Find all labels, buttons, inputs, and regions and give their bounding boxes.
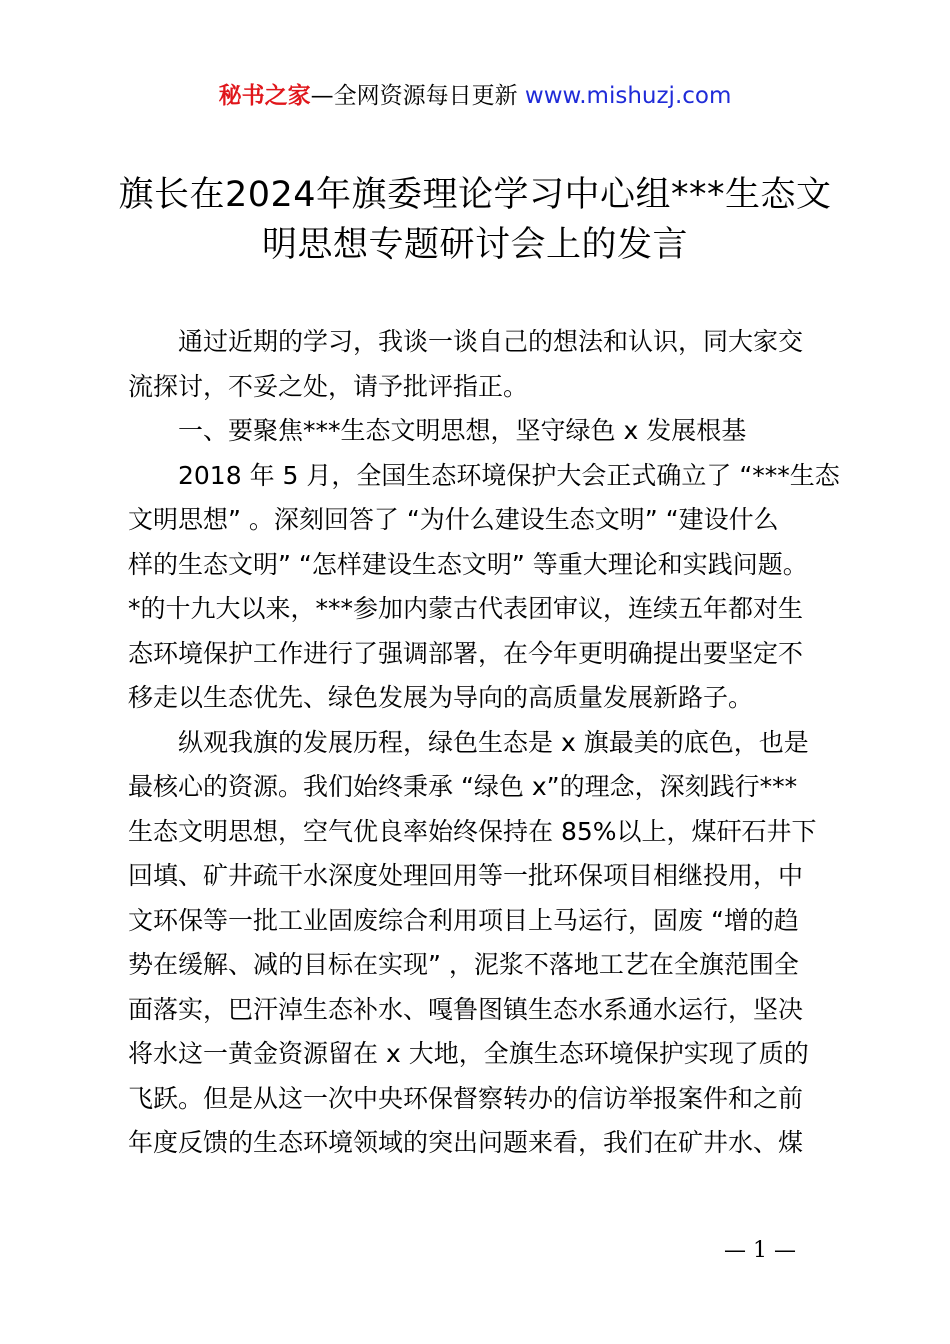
body-line: 文环保等一批工业固废综合利用项目上马运行，固废 “增的趋 bbox=[128, 905, 799, 935]
body-line: 面落实，巴汗淖生态补水、嘎鲁图镇生态水系通水运行，坚决 bbox=[128, 994, 804, 1024]
body-line: 样的生态文明” “怎样建设生态文明” 等重大理论和实践问题。 bbox=[128, 549, 808, 579]
body-line: 文明思想” 。深刻回答了 “为什么建设生态文明” “建设什么 bbox=[128, 505, 779, 534]
title-line-1: 旗长在2024年旗委理论学习中心组***生态文 bbox=[118, 175, 832, 215]
banner-slogan: —全网资源每日更新 bbox=[310, 83, 518, 109]
body-line: 流探讨，不妥之处，请予批评指正。 bbox=[128, 371, 529, 401]
site-banner bbox=[0, 80, 950, 112]
body-line: 纵观我旗的发展历程，绿色生态是 x 旗最美的底色，也是 bbox=[178, 727, 809, 757]
section-heading: 一、要聚焦***生态文明思想，坚守绿色 x 发展根基 bbox=[178, 416, 747, 445]
title-line-2: 明思想专题研讨会上的发言 bbox=[261, 225, 688, 265]
body-line: 通过近期的学习，我谈一谈自己的想法和认识，同大家交 bbox=[178, 327, 804, 356]
document-body bbox=[128, 320, 838, 1166]
body-line: 势在缓解、减的目标在实现” ，泥浆不落地工艺在全旗范围全 bbox=[128, 950, 799, 979]
body-line: 态环境保护工作进行了强调部署，在今年更明确提出要坚定不 bbox=[128, 638, 804, 668]
banner-brand: 秘书之家 bbox=[218, 83, 311, 109]
body-line: 将水这一黄金资源留在 x 大地，全旗生态环境保护实现了质的 bbox=[128, 1039, 809, 1068]
banner-url[interactable]: www.mishuzj.com bbox=[524, 83, 732, 109]
body-line: 2018 年 5 月，全国生态环境保护大会正式确立了 “***生态 bbox=[178, 460, 840, 490]
page-number: — 1 — bbox=[724, 1238, 796, 1263]
body-line: 生态文明思想，空气优良率始终保持在 85%以上，煤矸石井下 bbox=[128, 816, 817, 846]
body-line: *的十九大以来，***参加内蒙古代表团审议，连续五年都对生 bbox=[128, 594, 804, 623]
document-title bbox=[112, 170, 838, 270]
body-line: 飞跃。但是从这一次中央环保督察转办的信访举报案件和之前 bbox=[128, 1083, 804, 1113]
body-line: 年度反馈的生态环境领域的突出问题来看，我们在矿井水、煤 bbox=[128, 1128, 804, 1157]
body-line: 最核心的资源。我们始终秉承 “绿色 x”的理念，深刻践行*** bbox=[128, 772, 798, 801]
body-line: 回填、矿井疏干水深度处理回用等一批环保项目相继投用，中 bbox=[128, 861, 804, 890]
body-line: 移走以生态优先、绿色发展为导向的高质量发展新路子。 bbox=[128, 683, 754, 712]
